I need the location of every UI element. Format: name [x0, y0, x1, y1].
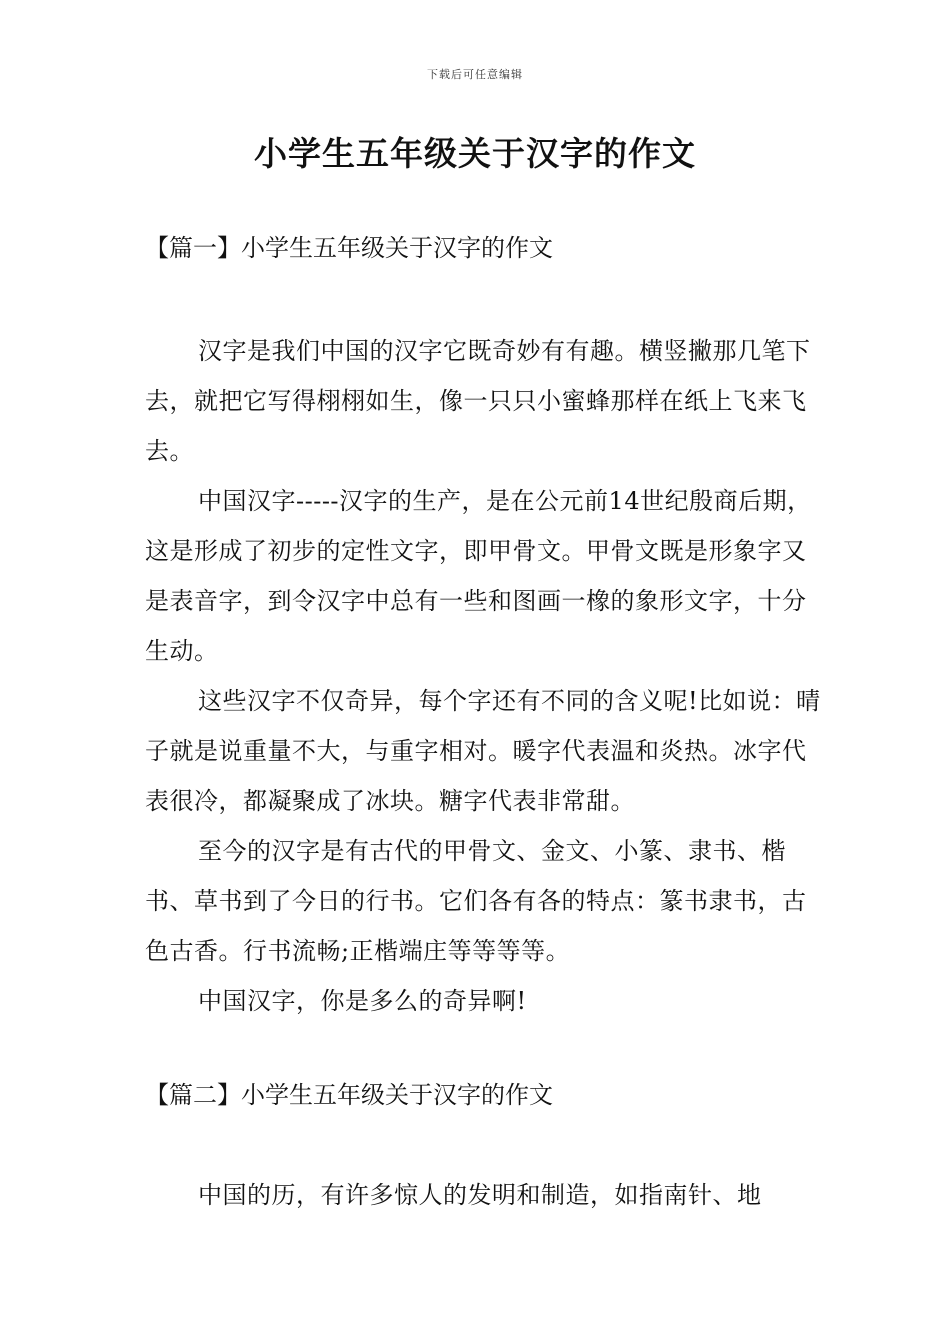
section-body-2	[145, 1170, 825, 1220]
page-title: 小学生五年级关于汉字的作文	[254, 134, 696, 173]
paragraph: 中国汉字-----汉字的生产，是在公元前14世纪殷商后期，这是形成了初步的定性文字，即甲骨文。甲骨文既是形象字又是表音字，到令汉字中总有一些和图画一橡的象形文字，十分生动。	[145, 487, 812, 665]
paragraph: 中国汉字，你是多么的奇异啊!	[198, 987, 527, 1015]
section-heading-2: 【篇二】小学生五年级关于汉字的作文	[145, 1081, 553, 1109]
paragraph: 汉字是我们中国的汉字它既奇妙有有趣。横竖撇那几笔下去，就把它写得栩栩如生，像一只只小蜜蜂那样在纸上飞来飞去。	[145, 337, 811, 465]
paragraph: 这些汉字不仅奇异，每个字还有不同的含义呢!比如说：晴子就是说重量不大，与重字相对。暖字代表温和炎热。冰字代表很冷，都凝聚成了冰块。糖字代表非常甜。	[145, 687, 821, 815]
paragraph: 中国的历，有许多惊人的发明和制造，如指南针、地	[198, 1181, 762, 1209]
paragraph: 至今的汉字是有古代的甲骨文、金文、小篆、隶书、楷书、草书到了今日的行书。它们各有各的特点：篆书隶书，古色古香。行书流畅;正楷端庄等等等等。	[145, 837, 807, 965]
header-note: 下载后可任意编辑	[427, 68, 523, 81]
section-body-1	[145, 326, 825, 1026]
section-heading-1: 【篇一】小学生五年级关于汉字的作文	[145, 234, 553, 262]
